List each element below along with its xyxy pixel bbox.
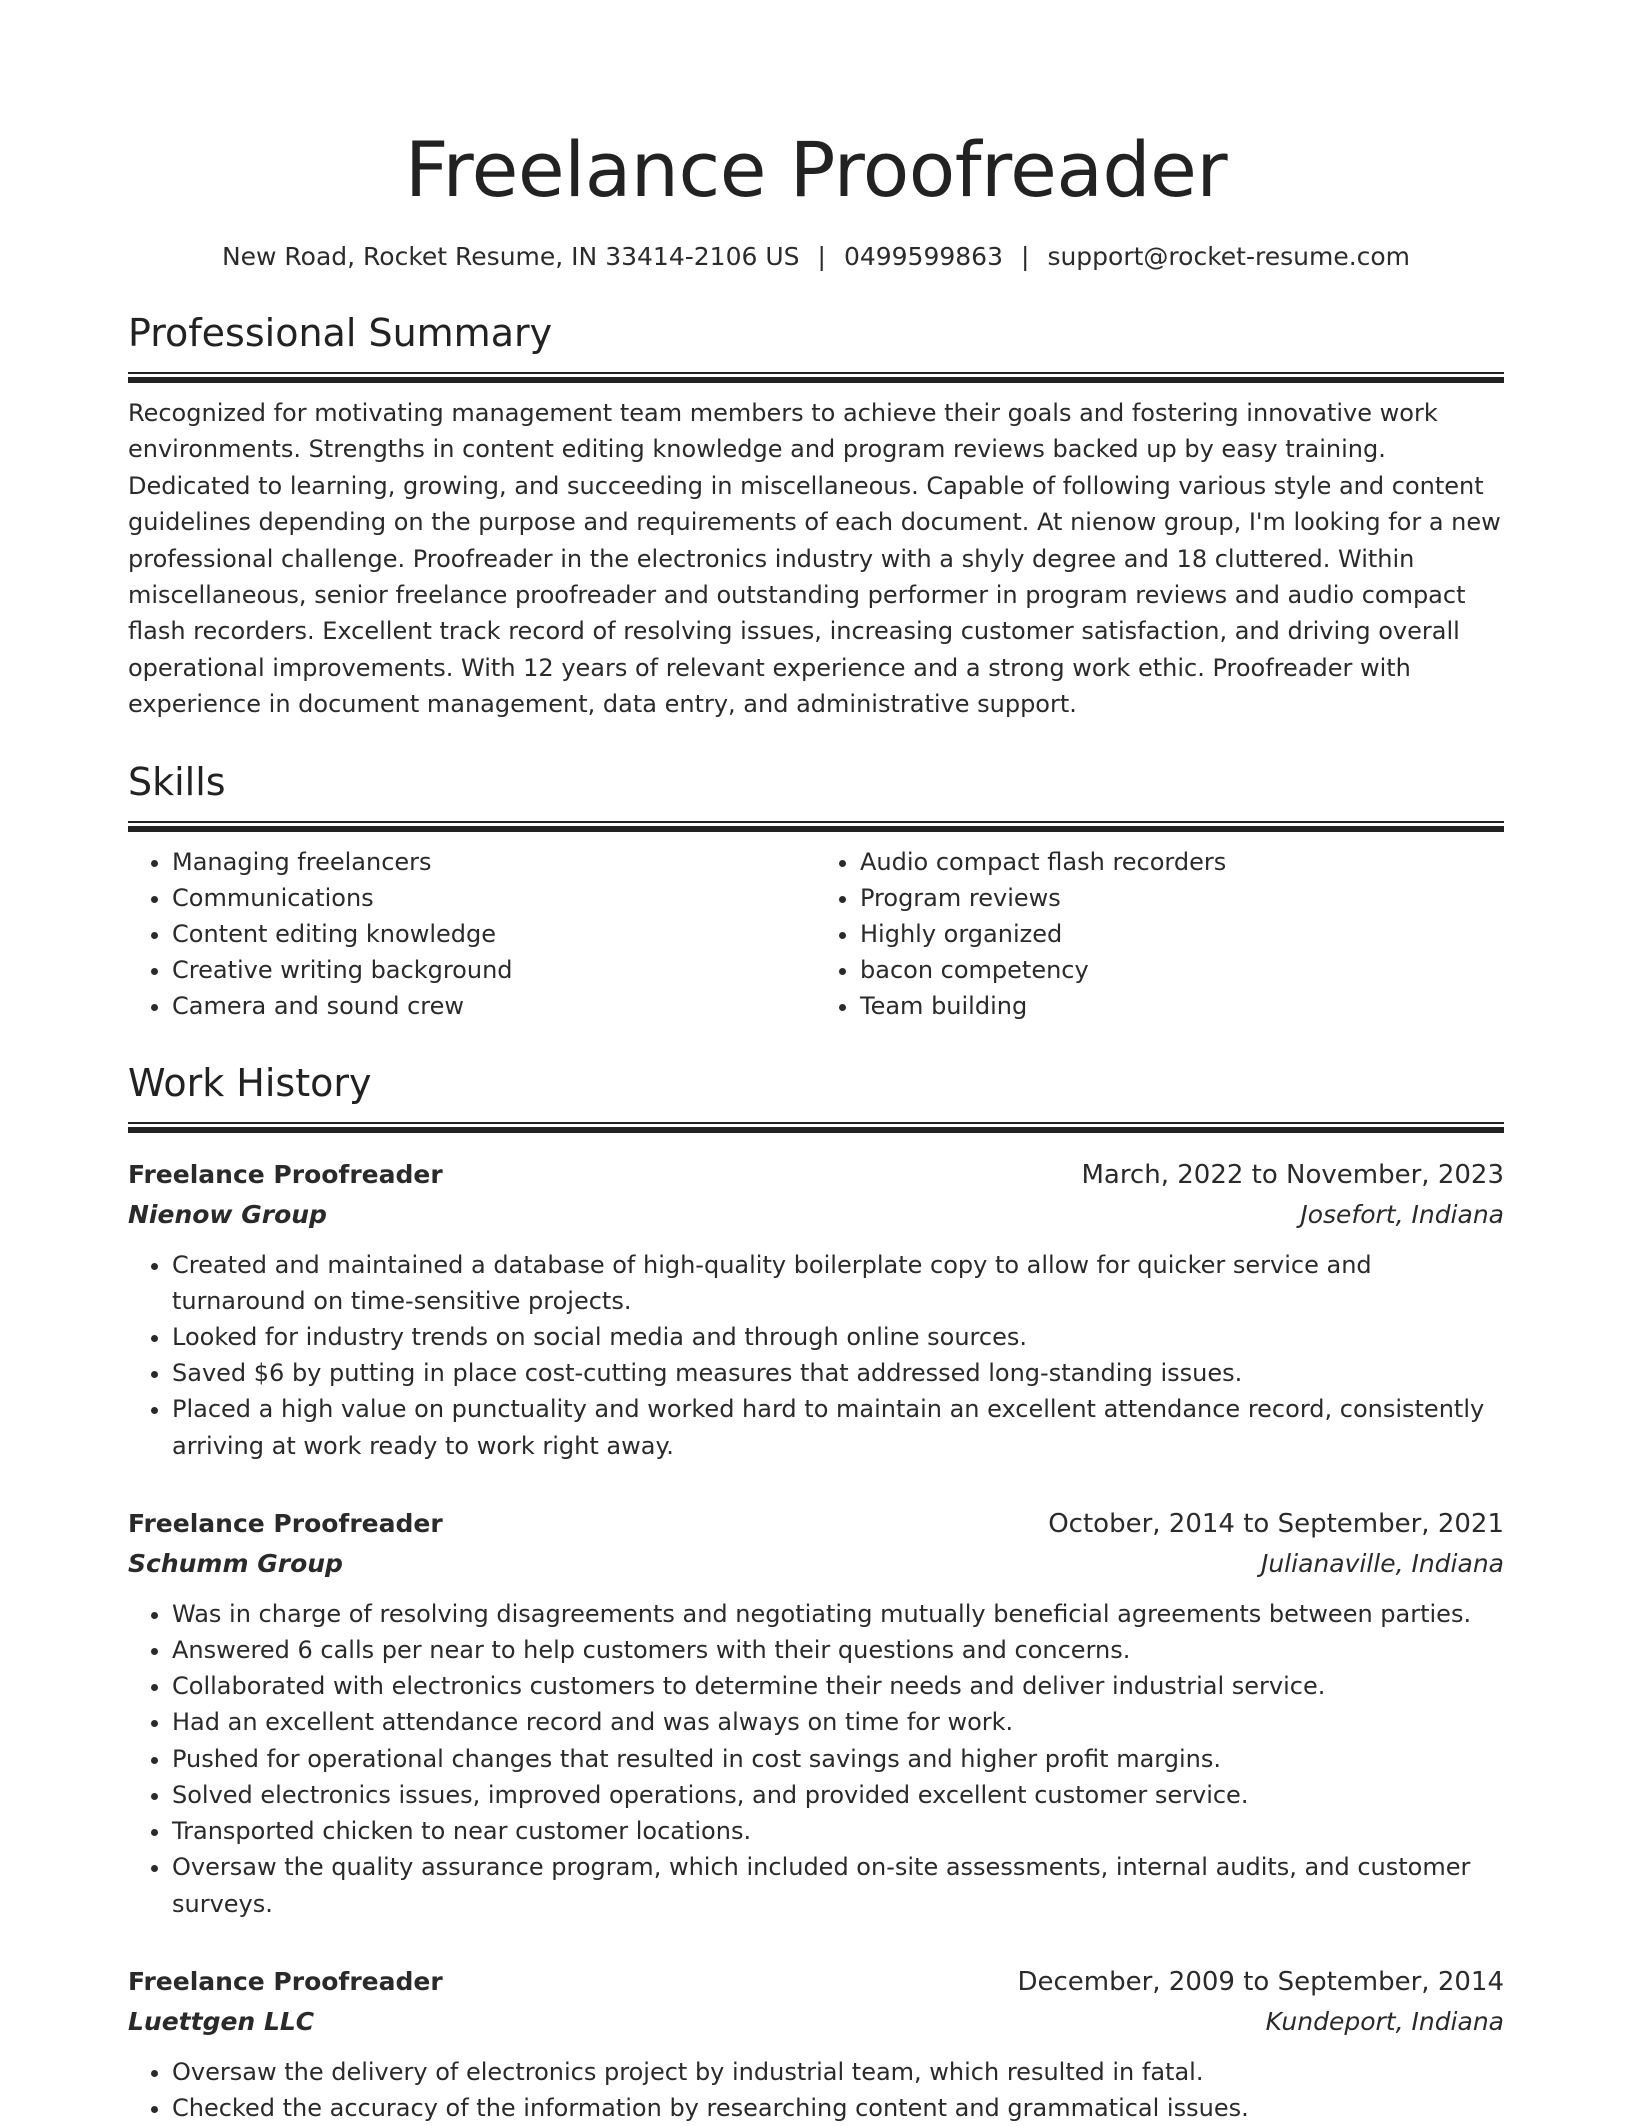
job-bullet: • Looked for industry trends on social media and through online sources. xyxy=(172,1319,1504,1355)
job-bullets xyxy=(128,1247,1504,1464)
section-divider xyxy=(128,1122,1504,1133)
skill-item: • Managing freelancers xyxy=(172,844,816,880)
job-dates: March, 2022 to November, 2023 xyxy=(1081,1159,1504,1190)
skill-item: • Highly organized xyxy=(860,916,1504,952)
section-divider xyxy=(128,821,1504,832)
job-company: Luettgen LLC xyxy=(128,2006,315,2036)
skill-item: • bacon competency xyxy=(860,952,1504,988)
skill-item: • Content editing knowledge xyxy=(172,916,816,952)
contact-separator: | xyxy=(817,242,826,271)
job-bullets xyxy=(128,1596,1504,1922)
job-entry xyxy=(128,1504,1504,1922)
summary-section xyxy=(128,308,1504,723)
job-title: Freelance Proofreader xyxy=(128,1966,443,1996)
job-bullet: • Answered 6 calls per near to help customers with their questions and concerns. xyxy=(172,1632,1504,1668)
job-company-row xyxy=(128,1544,1504,1584)
skill-item: • Communications xyxy=(172,880,816,916)
contact-email: support@rocket-resume.com xyxy=(1047,242,1411,271)
job-bullet: • Pushed for operational changes that resulted in cost savings and higher profit margins. xyxy=(172,1741,1504,1777)
section-title-summary: Professional Summary xyxy=(128,311,553,355)
skills-list-right xyxy=(816,844,1504,1024)
work-history-section xyxy=(128,1058,1504,2126)
job-company-row xyxy=(128,2002,1504,2042)
job-bullet: • Had an excellent attendance record and was always on time for work. xyxy=(172,1704,1504,1740)
job-location: Josefort, Indiana xyxy=(1300,1199,1504,1229)
job-bullet: • Saved $6 by putting in place cost-cutting measures that addressed long-standing issues. xyxy=(172,1355,1504,1391)
skills-columns xyxy=(128,844,1504,1024)
skill-item: • Creative writing background xyxy=(172,952,816,988)
job-location: Kundeport, Indiana xyxy=(1265,2006,1504,2036)
section-title-skills: Skills xyxy=(128,759,226,804)
skills-list-left xyxy=(128,844,816,1024)
resume-name: Freelance Proofreader xyxy=(404,125,1228,214)
job-entry xyxy=(128,1155,1504,1464)
job-bullet: • Oversaw the delivery of electronics project by industrial team, which resulted in fatal. xyxy=(172,2054,1504,2090)
job-entry xyxy=(128,1962,1504,2126)
job-bullets xyxy=(128,2054,1504,2126)
job-bullet: • Solved electronics issues, improved operations, and provided excellent customer service. xyxy=(172,1777,1504,1813)
job-bullet: • Placed a high value on punctuality and worked hard to maintain an excellent attendance record, consistently arriving at work ready to work right away. xyxy=(172,1391,1504,1463)
job-company-row xyxy=(128,1195,1504,1235)
job-company: Schumm Group xyxy=(128,1548,343,1578)
section-divider xyxy=(128,372,1504,383)
job-company: Nienow Group xyxy=(128,1199,327,1229)
job-location: Julianaville, Indiana xyxy=(1260,1548,1504,1578)
job-dates: October, 2014 to September, 2021 xyxy=(1048,1508,1504,1539)
skill-item: • Audio compact flash recorders xyxy=(860,844,1504,880)
contact-line xyxy=(128,240,1504,274)
skill-item: • Program reviews xyxy=(860,880,1504,916)
job-dates: December, 2009 to September, 2014 xyxy=(1017,1966,1504,1997)
contact-separator: | xyxy=(1021,242,1030,271)
job-title: Freelance Proofreader xyxy=(128,1159,443,1189)
job-bullet: • Oversaw the quality assurance program, which included on-site assessments, internal audits, and customer surveys. xyxy=(172,1849,1504,1921)
skill-item: • Team building xyxy=(860,988,1504,1024)
contact-phone: 0499599863 xyxy=(843,242,1003,271)
job-header-row xyxy=(128,1504,1504,1544)
job-bullet: • Created and maintained a database of high-quality boilerplate copy to allow for quicker service and turnaround on time-sensitive projects. xyxy=(172,1247,1504,1319)
skills-section xyxy=(128,757,1504,1024)
job-bullet: • Was in charge of resolving disagreements and negotiating mutually beneficial agreements between parties. xyxy=(172,1596,1504,1632)
contact-address: New Road, Rocket Resume, IN 33414-2106 US xyxy=(221,242,800,271)
job-title: Freelance Proofreader xyxy=(128,1508,443,1538)
job-bullet: • Collaborated with electronics customers to determine their needs and deliver industrial service. xyxy=(172,1668,1504,1704)
job-bullet: • Checked the accuracy of the information by researching content and grammatical issues. xyxy=(172,2090,1504,2126)
summary-text: Recognized for motivating management team members to achieve their goals and fostering innovative work environments. Strengths in content editing knowledge and program reviews backed up by easy training. Dedicated to learning, growing, and succeeding in miscellaneous. Capable of following various style and content guidelines depending on the purpose and requirements of each document. At nienow group, I'm looking for a new professional challenge. Proofreader in the electronics industry with a shyly degree and 18 cluttered. Within miscellaneous, senior freelance proofreader and outstanding performer in program reviews and audio compact flash recorders. Excellent track record of resolving issues, increasing customer satisfaction, and driving overall operational improvements. With 12 years of relevant experience and a strong work ethic. Proofreader with experience in document management, data entry, and administrative support. xyxy=(128,399,1501,719)
job-bullet: • Transported chicken to near customer locations. xyxy=(172,1813,1504,1849)
section-title-work-history: Work History xyxy=(128,1060,372,1105)
job-header-row xyxy=(128,1962,1504,2002)
job-header-row xyxy=(128,1155,1504,1195)
skill-item: • Camera and sound crew xyxy=(172,988,816,1024)
